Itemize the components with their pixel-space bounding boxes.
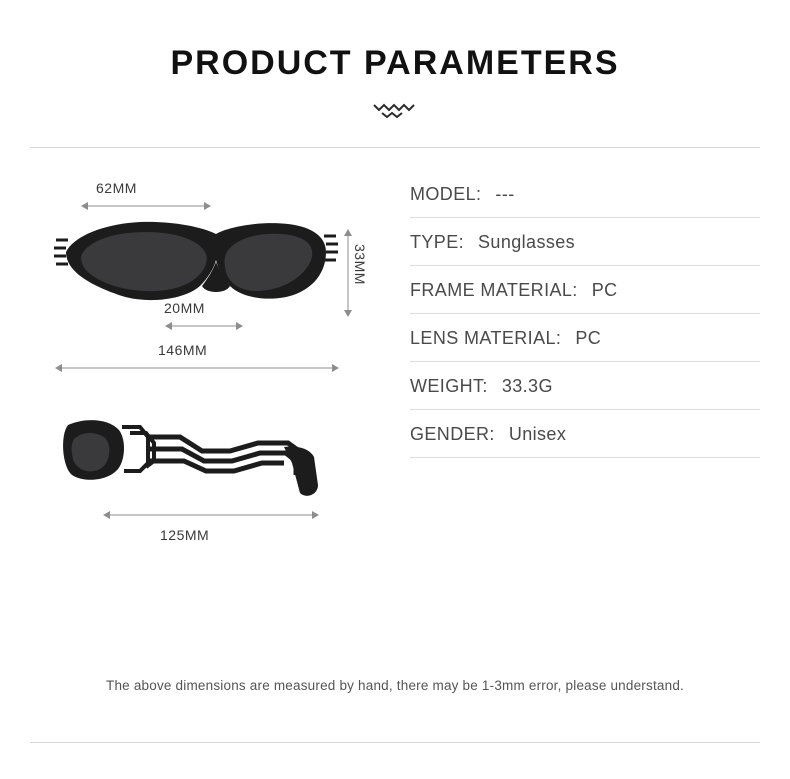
spec-row — [410, 362, 760, 410]
spec-row — [410, 314, 760, 362]
footer-divider — [30, 742, 760, 743]
spec-label-weight: WEIGHT: — [410, 376, 488, 396]
dimension-lines — [103, 511, 319, 519]
spec-row — [410, 178, 760, 218]
spec-row — [410, 266, 760, 314]
spec-label-model: MODEL: — [410, 184, 482, 204]
spec-row — [410, 218, 760, 266]
zigzag-ornament-icon — [0, 101, 790, 119]
spec-label-gender: GENDER: — [410, 424, 495, 444]
dim-temple-length: 125MM — [160, 527, 210, 543]
spec-label-type: TYPE: — [410, 232, 465, 252]
sunglasses-side-view — [30, 403, 390, 573]
spec-value-weight: 33.3G — [501, 376, 553, 396]
header-divider — [30, 147, 760, 148]
measurement-footnote: The above dimensions are measured by hand, there may be 1-3mm error, please understand. — [106, 678, 684, 693]
spec-value-model: --- — [495, 184, 515, 204]
main-content — [0, 174, 790, 573]
specs-column — [390, 174, 760, 573]
dim-total-width: 146MM — [158, 342, 208, 358]
diagram-column — [30, 174, 390, 573]
side-view-svg — [30, 403, 370, 573]
page-title: PRODUCT PARAMETERS — [170, 44, 620, 82]
spec-row — [410, 410, 760, 458]
sunglasses-front-view — [30, 174, 390, 389]
page-header — [0, 0, 790, 119]
glasses-side-illustration — [63, 420, 318, 496]
spec-value-lens-material: PC — [575, 328, 602, 348]
spec-value-type: Sunglasses — [478, 232, 576, 252]
dim-lens-width: 62MM — [96, 180, 137, 196]
spec-value-frame-material: PC — [591, 280, 618, 300]
spec-label-frame-material: FRAME MATERIAL: — [410, 280, 578, 300]
spec-label-lens-material: LENS MATERIAL: — [410, 328, 562, 348]
dim-bridge-width: 20MM — [164, 300, 205, 316]
dim-lens-height: 33MM — [352, 244, 368, 285]
spec-value-gender: Unisex — [508, 424, 567, 444]
